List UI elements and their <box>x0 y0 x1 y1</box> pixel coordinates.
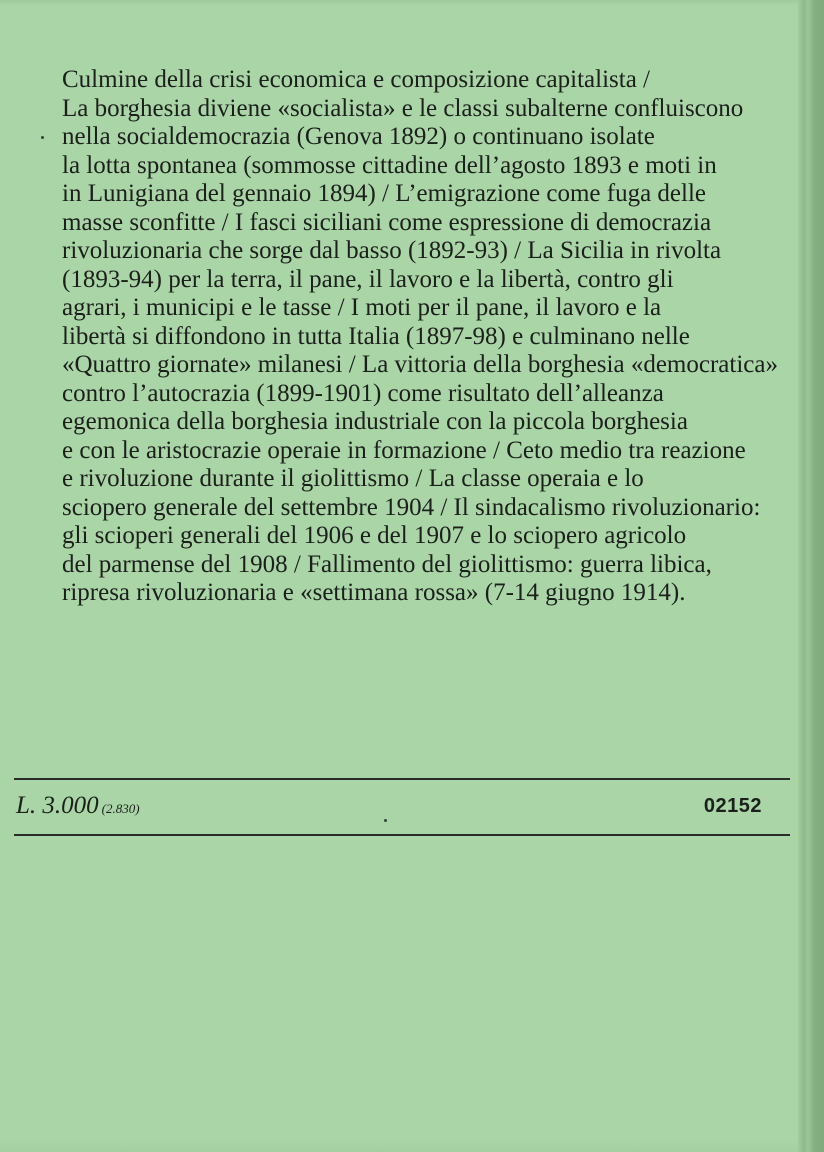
blurb-line: Culmine della crisi economica e composizione capitalista / <box>62 66 651 93</box>
blurb-line: e rivoluzione durante il giolittismo / La classe operaia e lo <box>62 465 644 492</box>
blurb-line: «Quattro giornate» milanesi / La vittoria della borghesia «democratica» <box>62 351 778 378</box>
bottom-rule <box>14 834 790 836</box>
blurb-line: gli scioperi generali del 1906 e del 1907 e lo sciopero agricolo <box>62 522 687 549</box>
blurb-text <box>62 66 802 608</box>
blurb-line: e con le aristocrazie operaie in formazione / Ceto medio tra reazione <box>62 436 746 464</box>
blurb-line: La borghesia diviene «socialista» e le classi subalterne confluiscono <box>62 94 744 122</box>
print-speck <box>384 819 387 822</box>
blurb-line: nella socialdemocrazia (Genova 1892) o continuano isolate <box>62 123 655 150</box>
blurb-line: egemonica della borghesia industriale con la piccola borghesia <box>62 408 688 435</box>
blurb-line: libertà si diffondono in tutta Italia (1897-98) e culminano nelle <box>62 322 690 350</box>
blurb-line: la lotta spontanea (sommosse cittadine dell’agosto 1893 e moti in <box>62 151 717 179</box>
blurb-line: masse sconfitte / I fasci siciliani come espressione di democrazia <box>62 208 712 236</box>
blurb-line: contro l’autocrazia (1899-1901) come risultato dell’alleanza <box>62 379 664 407</box>
price-amount: L. 3.000 <box>16 792 99 819</box>
blurb-line: agrari, i municipi e le tasse / I moti per il pane, il lavoro e la <box>62 294 662 321</box>
price-note: (2.830) <box>101 801 140 816</box>
blurb-line: (1893-94) per la terra, il pane, il lavoro e la libertà, contro gli <box>62 265 674 293</box>
print-speck <box>41 136 44 139</box>
blurb-line: ripresa rivoluzionaria e «settimana rossa» (7-14 giugno 1914). <box>62 579 686 606</box>
blurb-line: sciopero generale del settembre 1904 / Il sindacalismo rivoluzionario: <box>62 493 761 521</box>
price-label <box>16 792 140 820</box>
blurb-line: rivoluzionaria che sorge dal basso (1892-93) / La Sicilia in rivolta <box>62 237 722 264</box>
blurb-line: del parmense del 1908 / Fallimento del giolittismo: guerra libica, <box>62 550 712 578</box>
catalog-code: 02152 <box>703 795 762 817</box>
top-rule <box>14 778 790 780</box>
blurb-line: in Lunigiana del gennaio 1894) / L’emigrazione come fuga delle <box>62 180 706 207</box>
